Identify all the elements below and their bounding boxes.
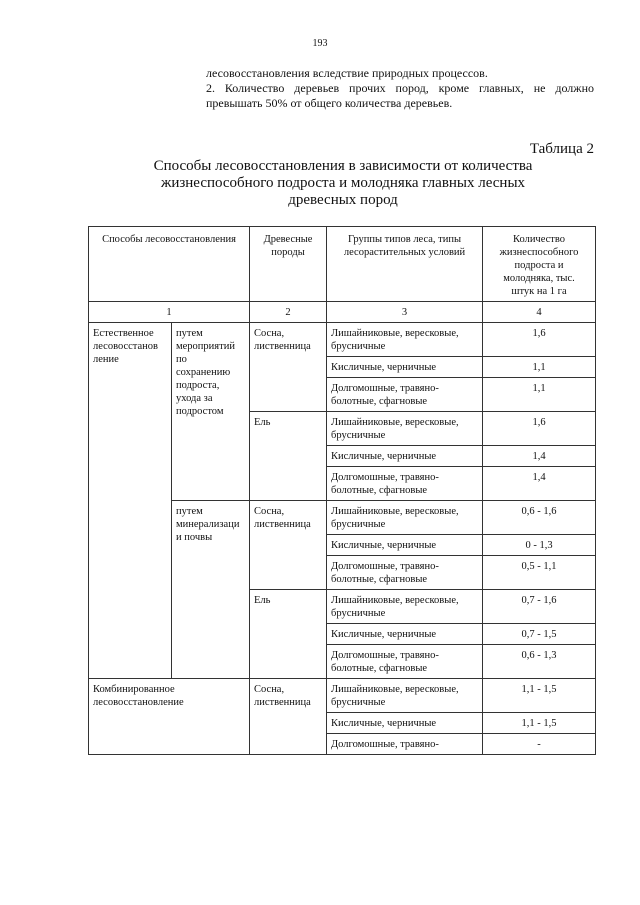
quantity-value: 1,1 (483, 378, 596, 412)
forest-type-lichen: Лишайниковые, вересковые, брусничные (327, 501, 483, 535)
column-number-1: 1 (89, 302, 250, 323)
forest-type-lichen: Лишайниковые, вересковые, брусничные (327, 590, 483, 624)
method-combined: Комбинированное лесовосстановление (89, 679, 250, 755)
intro-line-3: превышать 50% от общего количества деревьев. (206, 96, 453, 110)
intro-line-1: лесовосстановления вследствие природных процессов. (206, 66, 488, 80)
species-pine-larch: Сосна, лиственница (250, 501, 327, 590)
column-number-4: 4 (483, 302, 596, 323)
column-number-2: 2 (250, 302, 327, 323)
header-species: Древесные породы (250, 227, 327, 302)
reforestation-table (88, 226, 596, 755)
forest-type-moss-partial: Долгомошные, травяно- (327, 734, 483, 755)
forest-type-moss: Долгомошные, травяно- болотные, сфагновые (327, 467, 483, 501)
quantity-value: 1,1 - 1,5 (483, 679, 596, 713)
header-methods: Способы лесовосстановления (89, 227, 250, 302)
forest-type-sorrel: Кисличные, черничные (327, 713, 483, 734)
table-header-row (89, 227, 596, 302)
forest-type-lichen: Лишайниковые, вересковые, брусничные (327, 323, 483, 357)
table-title: Способы лесовосстановления в зависимости от количества жизнеспособного подроста и молодняка главных лесных древесных пород (153, 158, 533, 208)
method-natural: Естественное лесовосстанов ление (89, 323, 172, 679)
species-pine-larch: Сосна, лиственница (250, 323, 327, 412)
forest-type-lichen: Лишайниковые, вересковые, брусничные (327, 679, 483, 713)
forest-type-sorrel: Кисличные, черничные (327, 535, 483, 556)
quantity-value: 0,6 - 1,3 (483, 645, 596, 679)
intro-line-2: 2. Количество деревьев прочих пород, кроме главных, не должно (206, 81, 594, 95)
species-pine-larch: Сосна, лиственница (250, 679, 327, 755)
quantity-value: 0,6 - 1,6 (483, 501, 596, 535)
table-label: Таблица 2 (529, 141, 594, 157)
column-number-3: 3 (327, 302, 483, 323)
quantity-value: 1,6 (483, 412, 596, 446)
table-row (89, 679, 596, 713)
header-forest-types: Группы типов леса, типы лесорастительных условий (327, 227, 483, 302)
forest-type-sorrel: Кисличные, черничные (327, 624, 483, 645)
quantity-value: 0,7 - 1,6 (483, 590, 596, 624)
method-natural-preservation: путем мероприятий по сохранению подроста, ухода за подростом (172, 323, 250, 501)
quantity-value: 1,1 (483, 357, 596, 378)
quantity-value: 0,7 - 1,5 (483, 624, 596, 645)
quantity-value: 1,4 (483, 446, 596, 467)
forest-type-moss: Долгомошные, травяно- болотные, сфагновые (327, 378, 483, 412)
quantity-value: 0 - 1,3 (483, 535, 596, 556)
page-number: 193 (312, 38, 328, 49)
header-quantity: Количество жизнеспособного подроста и молодняка, тыс. штук на 1 га (483, 227, 596, 302)
species-spruce: Ель (250, 590, 327, 679)
forest-type-moss: Долгомошные, травяно- болотные, сфагновые (327, 556, 483, 590)
method-natural-mineralization: путем минерализаци и почвы (172, 501, 250, 679)
forest-type-moss: Долгомошные, травяно- болотные, сфагновые (327, 645, 483, 679)
species-spruce: Ель (250, 412, 327, 501)
forest-type-sorrel: Кисличные, черничные (327, 446, 483, 467)
forest-type-sorrel: Кисличные, черничные (327, 357, 483, 378)
quantity-value: 1,6 (483, 323, 596, 357)
quantity-value: - (483, 734, 596, 755)
table-row (89, 323, 596, 357)
quantity-value: 0,5 - 1,1 (483, 556, 596, 590)
column-number-row (89, 302, 596, 323)
forest-type-lichen: Лишайниковые, вересковые, брусничные (327, 412, 483, 446)
quantity-value: 1,4 (483, 467, 596, 501)
quantity-value: 1,1 - 1,5 (483, 713, 596, 734)
